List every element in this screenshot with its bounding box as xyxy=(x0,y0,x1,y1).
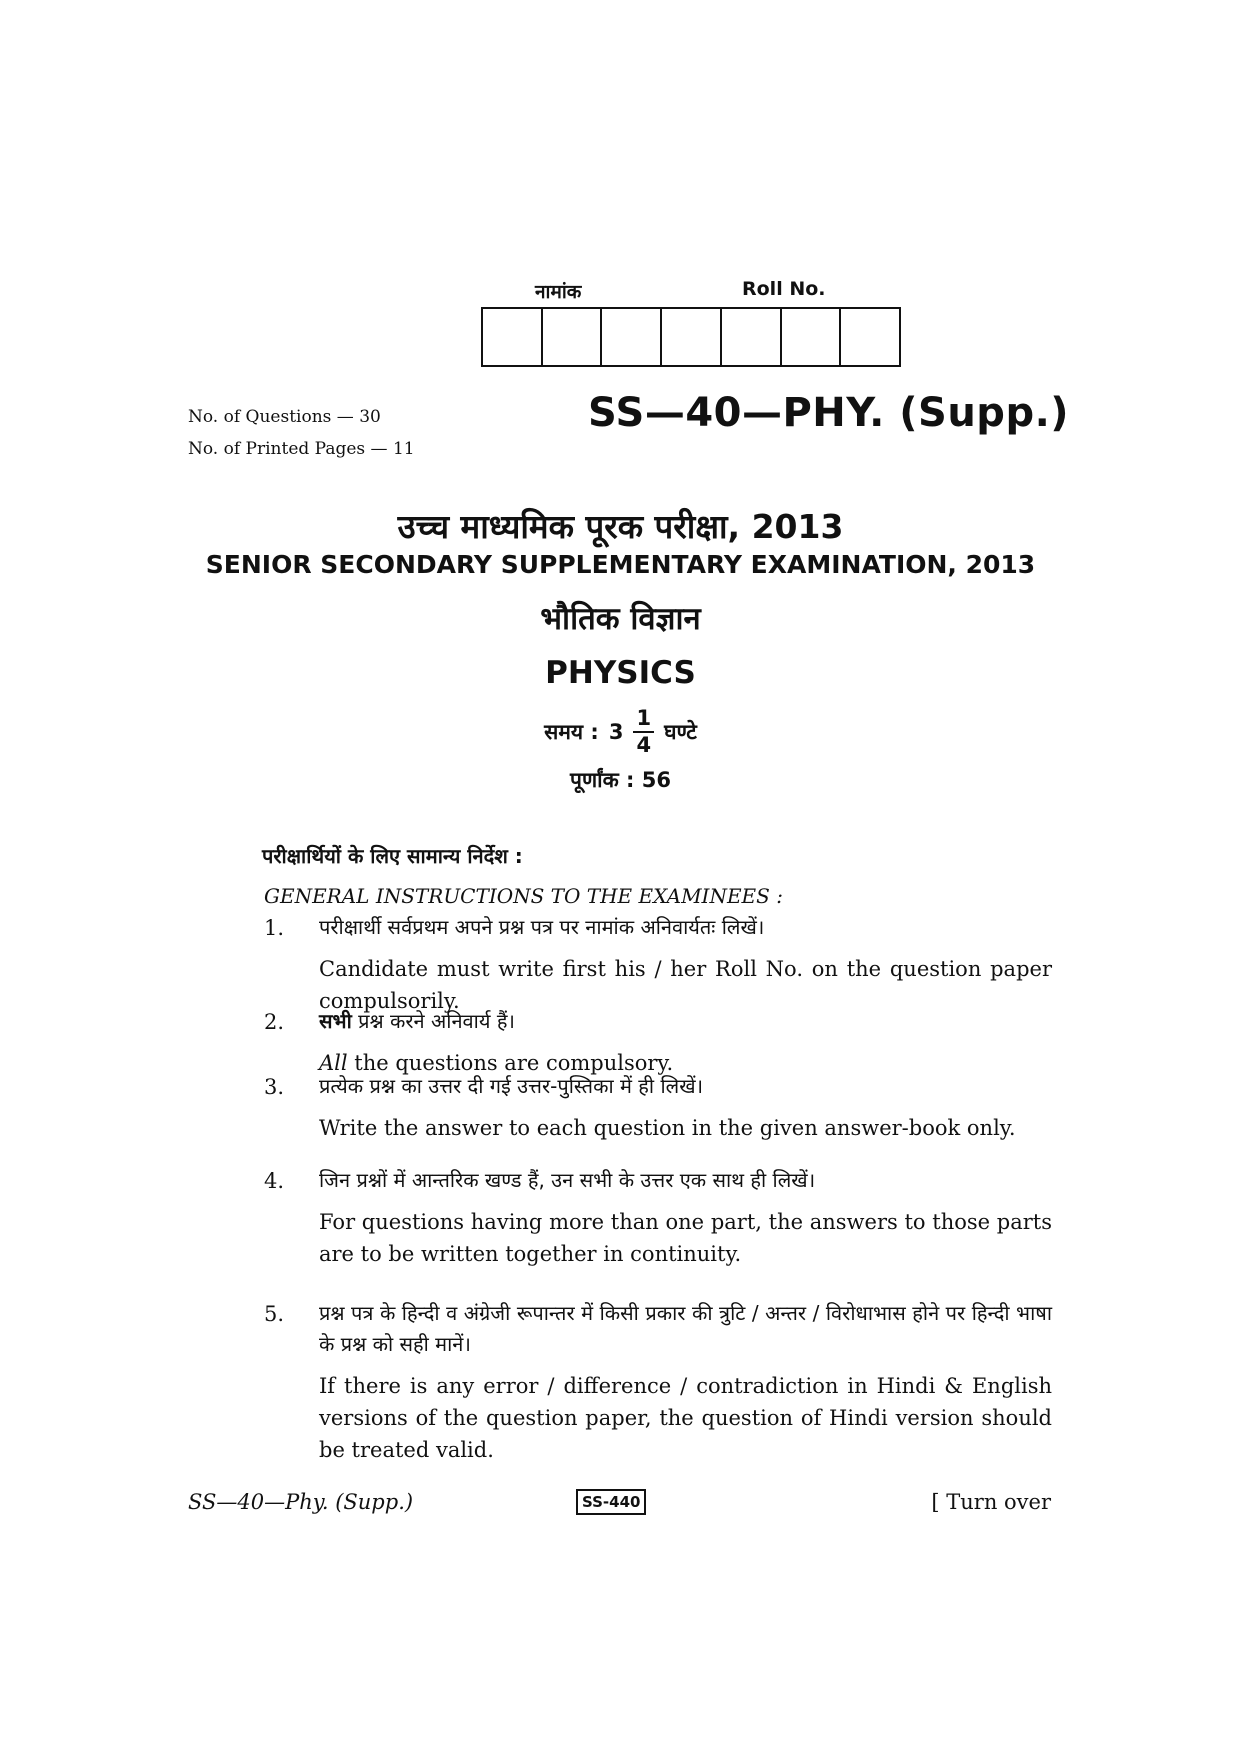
footer-turn-over: [ Turn over xyxy=(931,1490,1051,1514)
roll-box xyxy=(841,309,899,365)
instruction-english-rest: the questions are compulsory. xyxy=(347,1051,674,1075)
instruction-item xyxy=(264,1006,1052,1079)
instruction-english: Candidate must write first his / her Roll No. on the question paper compulsorily. xyxy=(319,957,1052,1013)
subject-hindi: भौतिक विज्ञान xyxy=(540,601,701,637)
instruction-number: 5. xyxy=(264,1302,285,1326)
time-fraction xyxy=(633,708,654,756)
roll-label-hindi: नामांक xyxy=(535,281,582,303)
instruction-english: If there is any error / difference / contradiction in Hindi & English versions of the question paper, the question of Hindi version should be treated valid. xyxy=(319,1374,1052,1462)
time-label: समय : xyxy=(544,720,599,744)
roll-box xyxy=(662,309,722,365)
roll-box xyxy=(602,309,662,365)
time-allowed xyxy=(0,708,1241,756)
instruction-item xyxy=(264,912,1052,1017)
roll-box xyxy=(543,309,603,365)
roll-box xyxy=(722,309,782,365)
instruction-item xyxy=(264,1165,1052,1270)
instruction-english: Write the answer to each question in the given answer-book only. xyxy=(319,1116,1016,1140)
time-whole: 3 xyxy=(608,720,624,744)
footer-series-code: SS-440 xyxy=(576,1489,646,1515)
instruction-number: 4. xyxy=(264,1169,285,1193)
question-count: No. of Questions — 30 xyxy=(188,407,381,427)
roll-label-english: Roll No. xyxy=(742,278,826,300)
time-numerator: 1 xyxy=(633,708,654,733)
instruction-item xyxy=(264,1298,1052,1466)
exam-title-english: SENIOR SECONDARY SUPPLEMENTARY EXAMINATION, 2013 xyxy=(205,550,1036,579)
roll-box xyxy=(782,309,842,365)
paper-code: SS—40—PHY. (Supp.) xyxy=(588,390,1070,436)
time-unit: घण्टे xyxy=(664,720,697,744)
time-denominator: 4 xyxy=(636,733,652,757)
max-marks: पूर्णांक : 56 xyxy=(570,768,671,792)
instruction-number: 3. xyxy=(264,1075,285,1099)
roll-box xyxy=(483,309,543,365)
instruction-item xyxy=(264,1071,1052,1144)
roll-number-boxes xyxy=(481,307,901,367)
footer-paper-code: SS—40—Phy. (Supp.) xyxy=(188,1490,414,1514)
printed-pages-count: No. of Printed Pages — 11 xyxy=(188,439,415,459)
instructions-heading-hindi: परीक्षार्थियों के लिए सामान्य निर्देश : xyxy=(262,844,523,868)
exam-title-hindi: उच्च माध्यमिक पूरक परीक्षा, 2013 xyxy=(397,507,844,546)
subject-english: PHYSICS xyxy=(545,655,696,691)
instruction-english: For questions having more than one part, the answers to those parts are to be written together in continuity. xyxy=(319,1210,1052,1266)
instructions-heading-english: GENERAL INSTRUCTIONS TO THE EXAMINEES : xyxy=(264,884,783,908)
instruction-hindi-rest: प्रश्न करने अनिवार्य हैं। xyxy=(351,1009,516,1033)
instruction-english-italic: All xyxy=(319,1051,348,1075)
instruction-hindi xyxy=(319,1006,1052,1037)
instruction-hindi: जिन प्रश्नों में आन्तरिक खण्ड हैं, उन सभी के उत्तर एक साथ ही लिखें। xyxy=(319,1168,816,1192)
instruction-number: 1. xyxy=(264,916,285,940)
instruction-hindi-bold: सभी xyxy=(319,1009,352,1033)
instruction-hindi: प्रश्न पत्र के हिन्दी व अंग्रेजी रूपान्तर में किसी प्रकार की त्रुटि / अन्तर / विरोधाभास होने पर हिन्दी भाषा के प्रश्न को सही मानें। xyxy=(319,1301,1052,1356)
instruction-hindi: परीक्षार्थी सर्वप्रथम अपने प्रश्न पत्र पर नामांक अनिवार्यतः लिखें। xyxy=(319,915,765,939)
instruction-hindi: प्रत्येक प्रश्न का उत्तर दी गई उत्तर-पुस्तिका में ही लिखें। xyxy=(319,1074,704,1098)
instruction-number: 2. xyxy=(264,1010,285,1034)
